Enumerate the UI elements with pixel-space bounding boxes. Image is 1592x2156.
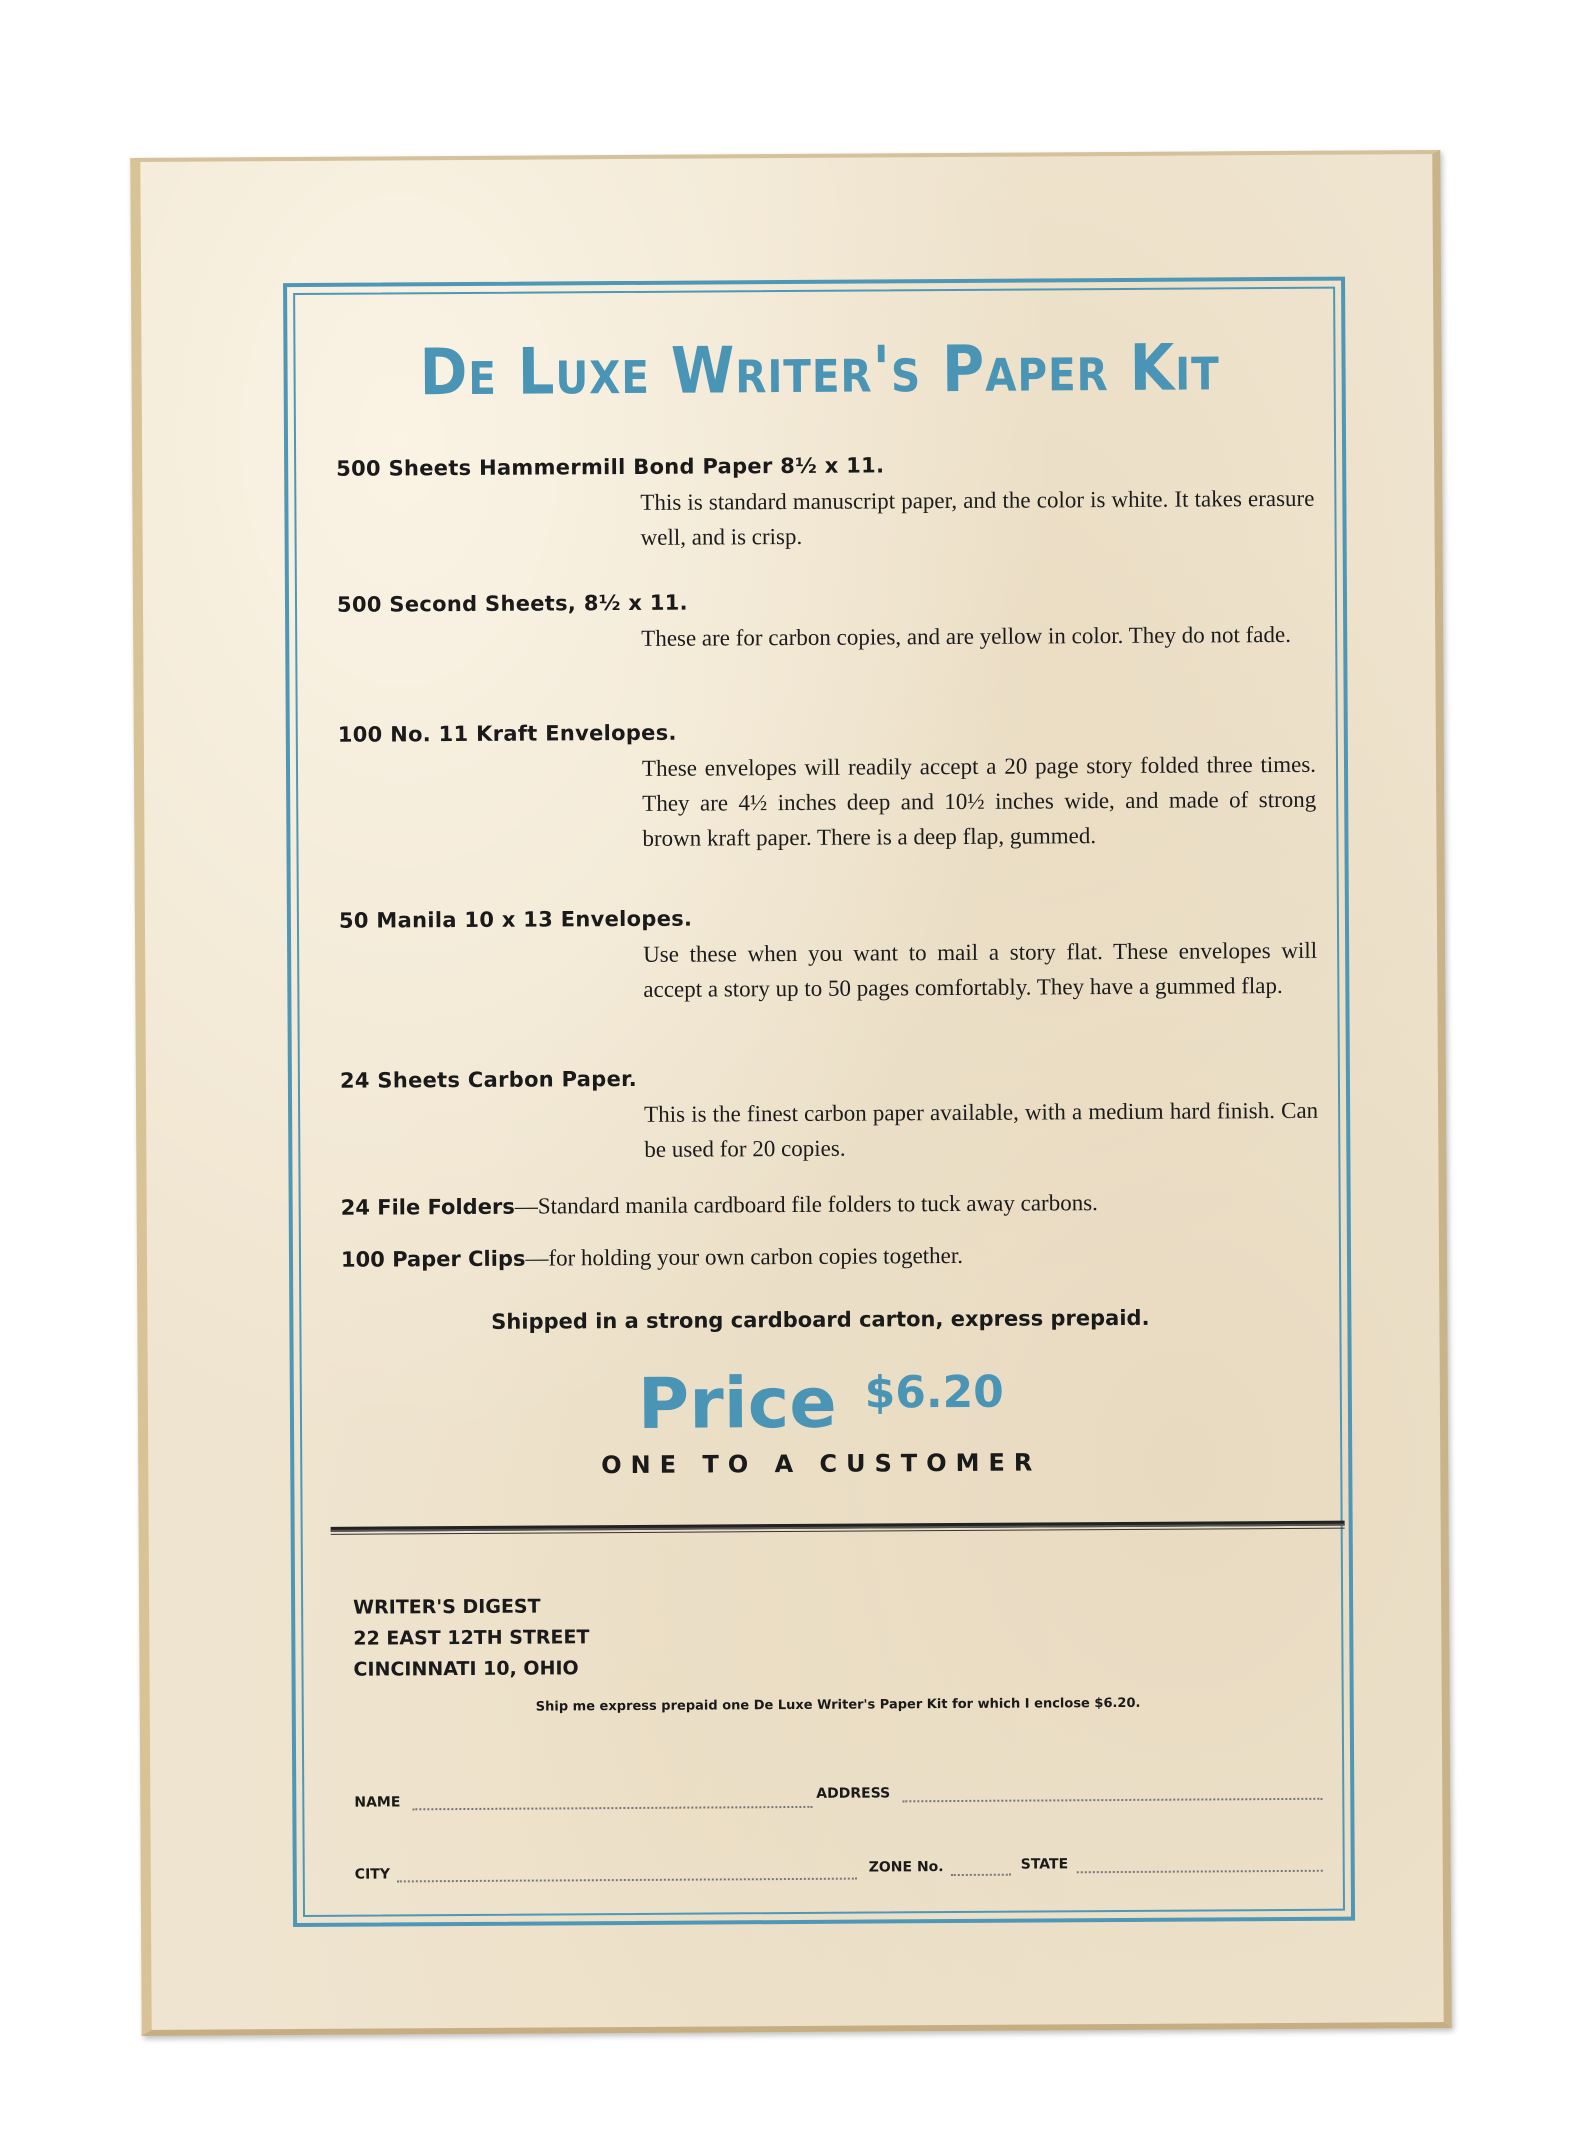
address-line-1: WRITER'S DIGEST: [353, 1595, 541, 1619]
item-description: This is standard manuscript paper, and the color is white. It takes erasure well, and is crisp.: [640, 485, 1315, 550]
address-line-3: CINCINNATI 10, OHIO: [353, 1657, 579, 1681]
item-heading: 50 Manila 10 x 13 Envelopes.: [338, 906, 693, 933]
address-field[interactable]: [902, 1798, 1322, 1803]
item-heading: 500 Second Sheets, 8½ x 11.: [336, 590, 688, 617]
zone-label: ZONE No.: [868, 1859, 944, 1876]
item-manila-envelopes: [339, 903, 1318, 1009]
shipping-note: Shipped in a strong cardboard carton, express prepaid.: [491, 1305, 1150, 1334]
name-label: NAME: [354, 1794, 401, 1811]
city-field[interactable]: [397, 1878, 857, 1883]
item-carbon-paper: [340, 1063, 1319, 1169]
item-kraft-envelopes: [338, 717, 1317, 858]
item-description: —Standard manila cardboard file folders to tuck away carbons.: [514, 1190, 1098, 1219]
magazine-back-cover: [130, 150, 1451, 2036]
ad-frame: [283, 277, 1355, 1927]
item-description: These are for carbon copies, and are yellow in color. They do not fade.: [641, 621, 1292, 651]
mailing-address: [353, 1591, 590, 1685]
ad-title: De Luxe Writer's Paper Kit: [419, 331, 1220, 411]
zone-field[interactable]: [951, 1874, 1011, 1876]
item-description: —for holding your own carbon copies together.: [525, 1242, 964, 1271]
item-description: Use these when you want to mail a story flat. These envelopes will accept a story up to 50 pages comfortably. They have a gummed flap.: [643, 937, 1318, 1002]
price-value: $6.20: [864, 1366, 1004, 1419]
address-label: ADDRESS: [816, 1785, 891, 1802]
purchase-limit: ONE TO A CUSTOMER: [601, 1448, 1042, 1480]
order-instruction: Ship me express prepaid one De Luxe Writer's Paper Kit for which I enclose $6.20.: [535, 1695, 1141, 1715]
state-field[interactable]: [1077, 1870, 1323, 1874]
item-heading: 100 No. 11 Kraft Envelopes.: [337, 720, 677, 747]
item-description: These envelopes will readily accept a 20 page story folded three times. They are 4½ inches deep and 10½ inches wide, and made of strong brown kraft paper. There is a deep flap, gummed.: [641, 751, 1317, 851]
address-line-2: 22 EAST 12TH STREET: [353, 1626, 590, 1650]
state-label: STATE: [1020, 1856, 1069, 1873]
city-label: CITY: [354, 1866, 390, 1883]
item-bond-paper: [336, 451, 1315, 557]
item-heading: 500 Sheets Hammermill Bond Paper 8½ x 11.: [336, 453, 885, 481]
item-heading: 24 Sheets Carbon Paper.: [339, 1066, 638, 1093]
item-second-sheets: [337, 587, 1315, 658]
item-heading: 24 File Folders: [340, 1194, 515, 1220]
item-heading: 100 Paper Clips: [340, 1246, 526, 1272]
price-line: [294, 1359, 1348, 1447]
price-label: Price: [637, 1361, 837, 1445]
item-description: This is the finest carbon paper available, with a medium hard finish. Can be used for 20 copies.: [644, 1097, 1319, 1162]
